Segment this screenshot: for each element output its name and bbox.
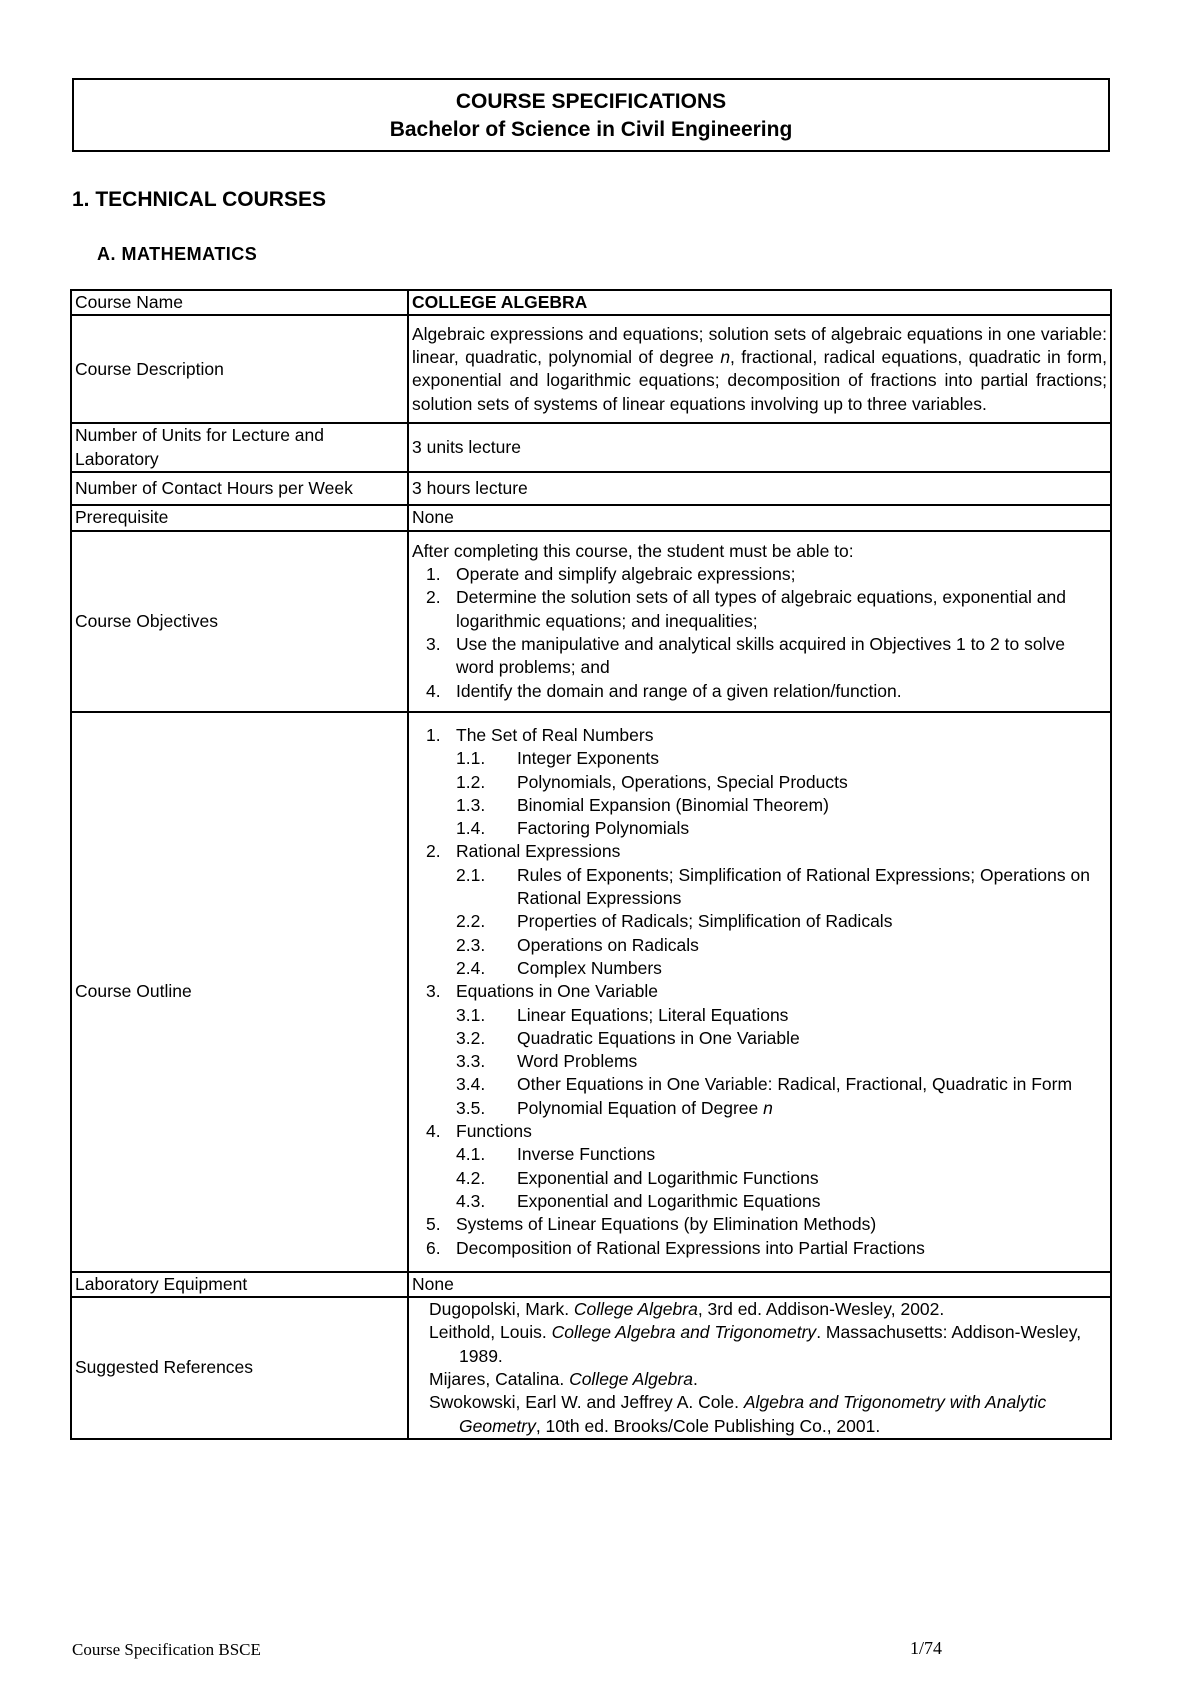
- footer-page-number: 1/74: [910, 1638, 943, 1658]
- reference-item: [412, 1391, 1107, 1438]
- objective-text: Identify the domain and range of a given relation/function.: [456, 680, 902, 701]
- outline-subtopic: [412, 771, 1107, 794]
- outline-subtopic-number: 1.1.: [456, 748, 486, 769]
- objectives-list: [412, 563, 1107, 703]
- contact-hours-label: Number of Contact Hours per Week: [71, 472, 408, 505]
- outline-subtopic-text: [517, 910, 892, 933]
- outline-topic: [412, 1213, 1107, 1236]
- outline-topic-text: Functions: [456, 1121, 532, 1142]
- outline-subtopic-number: 4.3.: [456, 1190, 486, 1211]
- outline-subtopic-number: 1.2.: [456, 771, 486, 792]
- outline-subtopic-text: [517, 1050, 637, 1073]
- row-objectives: [71, 531, 1111, 712]
- outline-subtopic-label: Binomial Expansion (Binomial Theorem): [517, 794, 829, 815]
- outline-list: [412, 724, 1107, 1260]
- outline-subtopic-number: 4.2.: [456, 1167, 486, 1188]
- outline-subtopic-number: 3.4.: [456, 1074, 486, 1095]
- outline-subtopic-number: 2.4.: [456, 957, 486, 978]
- reference-publication: , 10th ed. Brooks/Cole Publishing Co., 2001.: [535, 1415, 881, 1436]
- references-list: [412, 1298, 1107, 1438]
- outline-topic-number: 6.: [426, 1237, 441, 1258]
- outline-subtopic-text: [517, 864, 1107, 911]
- objective-number: 4.: [426, 680, 441, 701]
- subsection-title: A. MATHEMATICS: [97, 244, 258, 264]
- description-text-1: Algebraic expressions and equations; solution sets of algebraic equations in one variable: linear, quadratic, polynomial of degree: [412, 323, 1107, 367]
- outline-topic: [412, 724, 1107, 747]
- outline-label: Course Outline: [71, 712, 408, 1272]
- objective-item: [412, 680, 1107, 703]
- outline-subtopic: [412, 957, 1107, 980]
- outline-subtopic-label: Properties of Radicals; Simplification of Radicals: [517, 911, 893, 932]
- outline-topic-number: 2.: [426, 841, 441, 862]
- objectives-value: [408, 531, 1111, 712]
- outline-topic: [412, 980, 1107, 1003]
- outline-subtopic-label: Operations on Radicals: [517, 934, 699, 955]
- outline-topic-text: Rational Expressions: [456, 841, 621, 862]
- footer-document-name: Course Specification BSCE: [72, 1640, 261, 1659]
- course-name-value: COLLEGE ALGEBRA: [408, 290, 1111, 315]
- contact-hours-value: 3 hours lecture: [408, 472, 1111, 505]
- outline-subtopic: [412, 747, 1107, 770]
- objective-text: Determine the solution sets of all types of algebraic equations, exponential and logarithmic equations; and inequalities;: [456, 587, 1066, 631]
- outline-subtopic-label: Linear Equations; Literal Equations: [517, 1004, 789, 1025]
- lab-equipment-label: Laboratory Equipment: [71, 1272, 408, 1297]
- outline-subtopic-text: [517, 1004, 788, 1027]
- outline-topic-number: 4.: [426, 1121, 441, 1142]
- outline-subtopic-text: [517, 747, 659, 770]
- row-course-description: [71, 315, 1111, 423]
- outline-topic-number: 1.: [426, 724, 441, 745]
- references-label: Suggested References: [71, 1297, 408, 1439]
- outline-value: [408, 712, 1111, 1272]
- outline-subtopic-label: Exponential and Logarithmic Functions: [517, 1167, 819, 1188]
- reference-author: Swokowski, Earl W. and Jeffrey A. Cole.: [429, 1392, 744, 1413]
- outline-subtopic-label: Factoring Polynomials: [517, 818, 690, 839]
- outline-subtopic-text: [517, 957, 662, 980]
- units-value: 3 units lecture: [408, 423, 1111, 472]
- outline-subtopic: [412, 817, 1107, 840]
- course-name-label: Course Name: [71, 290, 408, 315]
- objective-item: [412, 586, 1107, 633]
- outline-subtopic-number: 1.3.: [456, 794, 486, 815]
- prerequisite-label: Prerequisite: [71, 505, 408, 531]
- outline-subtopic-label: Polynomials, Operations, Special Products: [517, 771, 848, 792]
- document-title: COURSE SPECIFICATIONS: [455, 90, 727, 113]
- row-contact-hours: [71, 472, 1111, 505]
- reference-author: Mijares, Catalina.: [429, 1369, 570, 1390]
- outline-subtopic-label: Quadratic Equations in One Variable: [517, 1027, 800, 1048]
- reference-item: [412, 1298, 1107, 1321]
- outline-subtopic-text: [517, 1143, 655, 1166]
- course-description-label: Course Description: [71, 315, 408, 423]
- outline-topic-number: 5.: [426, 1214, 441, 1235]
- outline-subtopic-text: [517, 794, 829, 817]
- outline-subtopic: [412, 1143, 1107, 1166]
- outline-subtopic: [412, 934, 1107, 957]
- outline-subtopic-number: 4.1.: [456, 1144, 486, 1165]
- outline-topic: [412, 1120, 1107, 1143]
- outline-subtopic-number: 3.1.: [456, 1004, 486, 1025]
- references-value: [408, 1297, 1111, 1439]
- outline-topic-text: Decomposition of Rational Expressions into Partial Fractions: [456, 1237, 925, 1258]
- section-title: 1. TECHNICAL COURSES: [72, 188, 326, 211]
- document-subtitle: Bachelor of Science in Civil Engineering: [389, 118, 793, 141]
- reference-author: Dugopolski, Mark.: [429, 1299, 574, 1320]
- outline-topic: [412, 1237, 1107, 1260]
- outline-subtopic-number: 1.4.: [456, 818, 486, 839]
- outline-subtopic-label: Other Equations in One Variable: Radical, Fractional, Quadratic in Form: [517, 1074, 1073, 1095]
- outline-subtopic-number: 3.2.: [456, 1027, 486, 1048]
- outline-subtopic: [412, 910, 1107, 933]
- outline-topic-number: 3.: [426, 981, 441, 1002]
- reference-title: College Algebra: [573, 1299, 698, 1320]
- objective-item: [412, 563, 1107, 586]
- reference-author: Leithold, Louis.: [429, 1322, 552, 1343]
- outline-subtopic-number: 3.3.: [456, 1051, 486, 1072]
- outline-subtopic-text: [517, 817, 689, 840]
- outline-subtopic: [412, 794, 1107, 817]
- outline-subtopic-text: [517, 1190, 821, 1213]
- reference-title: College Algebra: [569, 1369, 693, 1390]
- outline-subtopic-text: [517, 771, 848, 794]
- course-description-value: [408, 315, 1111, 423]
- outline-subtopic-italic: n: [763, 1097, 773, 1118]
- outline-topic-text: Equations in One Variable: [456, 981, 659, 1002]
- reference-publication: , 3rd ed. Addison-Wesley, 2002.: [697, 1299, 945, 1320]
- objective-text: Use the manipulative and analytical skills acquired in Objectives 1 to 2 to solve word problems; and: [456, 634, 1065, 678]
- objective-item: [412, 633, 1107, 680]
- outline-subtopic-text: [517, 1027, 800, 1050]
- objective-number: 3.: [426, 634, 441, 655]
- outline-subtopic: [412, 1190, 1107, 1213]
- outline-topic: [412, 840, 1107, 863]
- objectives-label: Course Objectives: [71, 531, 408, 712]
- objectives-intro: After completing this course, the student must be able to:: [412, 540, 854, 561]
- row-outline: [71, 712, 1111, 1272]
- outline-subtopic-label: Integer Exponents: [517, 748, 660, 769]
- prerequisite-value: None: [408, 505, 1111, 531]
- outline-subtopic-label: Rules of Exponents; Simplification of Rational Expressions; Operations on Rational Expressions: [517, 864, 1090, 909]
- reference-publication: .: [692, 1369, 698, 1390]
- outline-subtopic: [412, 864, 1107, 911]
- outline-subtopic: [412, 1004, 1107, 1027]
- description-italic-n: n: [720, 347, 731, 367]
- course-spec-table: [70, 289, 1112, 1440]
- outline-subtopic-label: Polynomial Equation of Degree: [517, 1097, 764, 1118]
- reference-item: [412, 1321, 1107, 1368]
- outline-subtopic: [412, 1097, 1107, 1120]
- outline-subtopic-number: 3.5.: [456, 1097, 486, 1118]
- outline-subtopic-label: Exponential and Logarithmic Equations: [517, 1190, 821, 1211]
- row-units: [71, 423, 1111, 472]
- row-references: [71, 1297, 1111, 1439]
- lab-equipment-value: None: [408, 1272, 1111, 1297]
- outline-subtopic-text: [517, 1167, 819, 1190]
- objective-number: 2.: [426, 587, 441, 608]
- objective-text: Operate and simplify algebraic expressions;: [456, 564, 796, 585]
- outline-subtopic-label: Complex Numbers: [517, 957, 662, 978]
- objective-number: 1.: [426, 564, 441, 585]
- row-lab-equipment: [71, 1272, 1111, 1297]
- outline-topic-text: The Set of Real Numbers: [456, 724, 654, 745]
- outline-subtopic: [412, 1050, 1107, 1073]
- outline-subtopic-text: [517, 934, 699, 957]
- outline-subtopic-number: 2.3.: [456, 934, 486, 955]
- units-label: Number of Units for Lecture and Laboratory: [71, 423, 408, 472]
- outline-subtopic-label: Word Problems: [517, 1051, 638, 1072]
- outline-subtopic-label: Inverse Functions: [517, 1144, 656, 1165]
- outline-subtopic-number: 2.1.: [456, 864, 486, 885]
- description-text-2: , fractional, radical equations, quadratic in form, exponential and logarithmic equations; decomposition of fractions into partial fractions; solution sets of systems of linear equations involving up to three variables.: [412, 347, 1107, 414]
- reference-item: [412, 1368, 1107, 1391]
- reference-publication: . Massachusetts: Addison-Wesley, 1989.: [459, 1322, 1082, 1366]
- outline-subtopic-text: [517, 1097, 773, 1120]
- outline-topic-text: Systems of Linear Equations (by Elimination Methods): [456, 1214, 877, 1235]
- document-header: [72, 78, 1110, 152]
- outline-subtopic: [412, 1167, 1107, 1190]
- outline-subtopic: [412, 1073, 1107, 1096]
- outline-subtopic-text: [517, 1073, 1072, 1096]
- row-course-name: [71, 290, 1111, 315]
- row-prerequisite: [71, 505, 1111, 531]
- reference-title: College Algebra and Trigonometry: [551, 1322, 817, 1343]
- reference-title: Algebra and Trigonometry with Analytic Geometry: [459, 1392, 1047, 1436]
- outline-subtopic: [412, 1027, 1107, 1050]
- outline-subtopic-number: 2.2.: [456, 911, 486, 932]
